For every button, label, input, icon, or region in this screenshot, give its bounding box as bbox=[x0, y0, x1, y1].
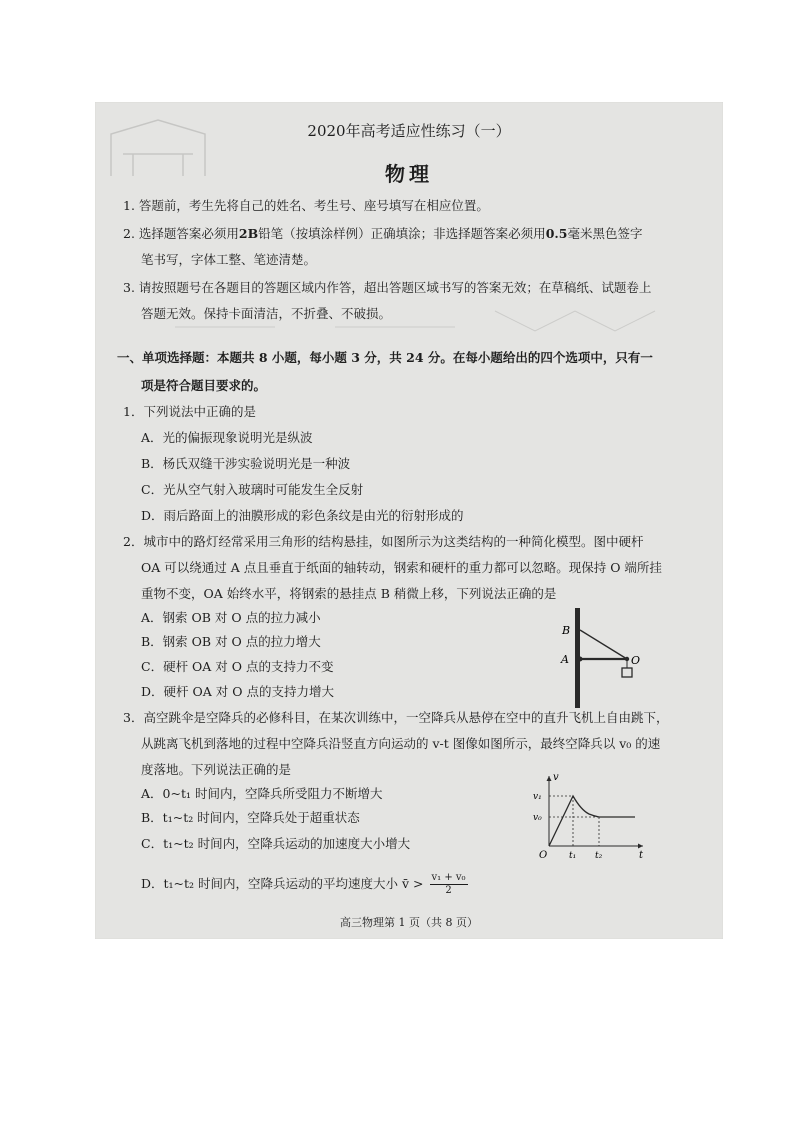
q2-figure bbox=[527, 602, 647, 712]
instruction-2-part1: 2. 选择题答案必须用 bbox=[123, 226, 239, 241]
q3-fraction-denominator: 2 bbox=[445, 885, 452, 896]
q3-fraction bbox=[430, 872, 468, 897]
q2-option-c: C．硬杆 OA 对 O 点的支持力不变 bbox=[141, 659, 334, 674]
q3-label-origin: O bbox=[539, 850, 548, 861]
q2-stem-line1: 2．城市中的路灯经常采用三角形的结构悬挂，如图所示为这类结构的一种简化模型。图中硬杆 bbox=[123, 534, 644, 549]
q3-fraction-numerator: v₁ + v₀ bbox=[431, 872, 466, 883]
instruction-2-part2: 铅笔（按填涂样例）正确填涂；非选择题答案必须用 bbox=[258, 226, 546, 241]
q1-option-d: D．雨后路面上的油膜形成的彩色条纹是由光的衍射形成的 bbox=[141, 508, 464, 523]
q3-option-c: C．t₁~t₂ 时间内，空降兵运动的加速度大小增大 bbox=[141, 836, 411, 851]
q3-label-t1: t₁ bbox=[569, 851, 577, 861]
q2-pivot-a bbox=[578, 657, 583, 662]
q3-label-v: v bbox=[553, 772, 559, 783]
exam-title: 2020年高考适应性练习（一） bbox=[307, 122, 511, 140]
instruction-2-part3: 毫米黑色签字 bbox=[567, 226, 643, 241]
instruction-3-cont: 答题无效。保持卡面清洁，不折叠、不破损。 bbox=[141, 306, 392, 321]
q3-stem-line2: 从跳离飞机到落地的过程中空降兵沿竖直方向运动的 v-t 图像如图所示，最终空降兵以 v₀ 的速 bbox=[141, 736, 661, 751]
q2-option-a: A．钢索 OB 对 O 点的拉力减小 bbox=[141, 610, 321, 625]
instruction-1: 1. 答题前，考生先将自己的姓名、考生号、座号填写在相应位置。 bbox=[123, 198, 489, 213]
q1-option-b: B．杨氏双缝干涉实验说明光是一种波 bbox=[141, 456, 351, 471]
q3-label-t: t bbox=[639, 850, 644, 861]
q2-label-a: A bbox=[561, 653, 569, 666]
q3-option-b: B．t₁~t₂ 时间内，空降兵处于超重状态 bbox=[141, 810, 360, 825]
q2-stem-line2: OA 可以绕通过 A 点且垂直于纸面的轴转动，钢索和硬杆的重力都可以忽略。现保持 O 端所挂 bbox=[141, 560, 662, 575]
instruction-2 bbox=[123, 226, 642, 242]
q1-option-c: C．光从空气射入玻璃时可能发生全反射 bbox=[141, 482, 364, 497]
section-heading: 一、单项选择题：本题共 8 小题，每小题 3 分，共 24 分。在每小题给出的四个选项中，只有一 bbox=[117, 350, 653, 365]
q1-option-a: A．光的偏振现象说明光是纵波 bbox=[141, 430, 313, 445]
q2-stem-line3: 重物不变，OA 始终水平，将钢索的悬挂点 B 稍微上移，下列说法正确的是 bbox=[141, 586, 557, 601]
q2-label-b: B bbox=[562, 624, 571, 637]
q3-label-v1: v₁ bbox=[533, 792, 542, 802]
q3-option-d bbox=[141, 872, 468, 897]
q2-cable-ob bbox=[580, 630, 627, 659]
q3-v-axis-arrow bbox=[547, 776, 552, 781]
q3-velocity-curve bbox=[549, 796, 635, 846]
instruction-2-thickness: 0.5 bbox=[545, 226, 568, 241]
subject-title: 物理 bbox=[385, 162, 433, 186]
page-footer: 高三物理第 1 页（共 8 页） bbox=[340, 916, 478, 929]
section-heading-cont: 项是符合题目要求的。 bbox=[141, 378, 267, 393]
q2-option-d: D．硬杆 OA 对 O 点的支持力增大 bbox=[141, 684, 334, 699]
q3-vt-graph bbox=[527, 770, 647, 862]
q3-option-a: A．0~t₁ 时间内，空降兵所受阻力不断增大 bbox=[141, 786, 383, 801]
q2-option-b: B．钢索 OB 对 O 点的拉力增大 bbox=[141, 634, 321, 649]
instruction-3: 3. 请按照题号在各题目的答题区域内作答，超出答题区域书写的答案无效；在草稿纸、试题卷上 bbox=[123, 280, 652, 295]
q3-t-axis-arrow bbox=[638, 844, 643, 849]
q3-stem-line3: 度落地。下列说法正确的是 bbox=[141, 762, 292, 777]
q2-label-o: O bbox=[631, 654, 641, 667]
q3-option-d-text: D．t₁~t₂ 时间内，空降兵运动的平均速度大小 v̄ > bbox=[141, 876, 424, 891]
q3-label-t2: t₂ bbox=[595, 851, 603, 861]
exam-page bbox=[95, 102, 723, 939]
instruction-2-cont: 笔书写，字体工整、笔迹清楚。 bbox=[141, 252, 317, 267]
instruction-2-pencil: 2B bbox=[238, 226, 259, 241]
q1-stem: 1．下列说法中正确的是 bbox=[123, 404, 256, 419]
q2-weight bbox=[622, 668, 632, 677]
q3-stem-line1: 3．高空跳伞是空降兵的必修科目，在某次训练中，一空降兵从悬停在空中的直升飞机上自由跳下， bbox=[123, 710, 669, 725]
q3-label-v0: v₀ bbox=[533, 813, 542, 823]
